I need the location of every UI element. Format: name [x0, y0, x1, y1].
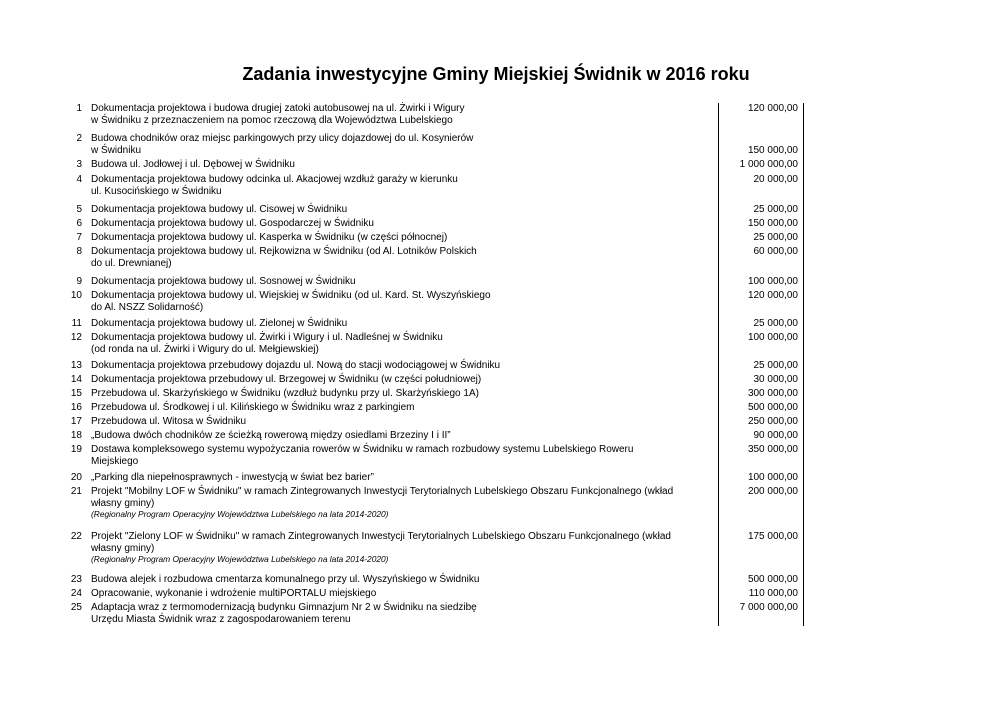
row-description — [91, 430, 716, 442]
row-description — [91, 574, 716, 586]
row-number: 13 — [70, 360, 82, 371]
row-amount: 500 000,00 — [747, 402, 798, 413]
row-number: 8 — [76, 246, 82, 257]
row-amount: 60 000,00 — [753, 246, 798, 257]
row-description — [91, 332, 716, 355]
row-description-text: Dokumentacja projektowa budowy ul. Rejkowizna w Świdniku (od Al. Lotników Polskich do ul. Drewnianej) — [91, 246, 477, 269]
row-description-text: Opracowanie, wykonanie i wdrożenie multiPORTALU miejskiego — [91, 588, 377, 599]
row-description-text: Projekt "Zielony LOF w Świdniku" w ramach Zintegrowanych Inwestycji Terytorialnych Lubelskiego Obszaru Funkcjonalnego (wkład własny gminy) — [91, 531, 671, 554]
row-description-text: Dokumentacja projektowa i budowa drugiej zatoki autobusowej na ul. Żwirki i Wigury w Świdniku z przeznaczeniem na pomoc rzeczową dla Województwa Lubelskiego — [91, 103, 465, 126]
row-description-text: Dokumentacja projektowa budowy ul. Kasperka w Świdniku (w części północnej) — [91, 232, 448, 243]
row-number: 6 — [76, 218, 82, 229]
row-description — [91, 402, 716, 414]
row-amount: 90 000,00 — [753, 430, 798, 441]
row-number: 21 — [70, 486, 82, 497]
row-description — [91, 159, 716, 171]
row-program-note: (Regionalny Program Operacyjny Województwa Lubelskiego na lata 2014-2020) — [91, 554, 389, 564]
row-number: 20 — [70, 472, 82, 483]
row-description — [91, 531, 716, 565]
row-description-text: Dostawa kompleksowego systemu wypożyczania rowerów w Świdniku w ramach rozbudowy systemu Lubelskiego Roweru Miejskiego — [91, 444, 634, 467]
row-amount: 25 000,00 — [753, 232, 798, 243]
row-description-text: Adaptacja wraz z termomodernizacją budynku Gimnazjum Nr 2 w Świdniku na siedzibę Urzędu Miasta Świdnik wraz z zagospodarowaniem terenu — [91, 602, 477, 625]
row-description — [91, 174, 716, 197]
row-amount: 100 000,00 — [747, 332, 798, 343]
row-description-text: Dokumentacja projektowa budowy ul. Gospodarczej w Świdniku — [91, 218, 374, 229]
row-number: 23 — [70, 574, 82, 585]
row-description — [91, 318, 716, 330]
page-title: Zadania inwestycyjne Gminy Miejskiej Świdnik w 2016 roku — [242, 64, 750, 84]
row-amount: 25 000,00 — [753, 318, 798, 329]
row-program-note: (Regionalny Program Operacyjny Województwa Lubelskiego na lata 2014-2020) — [91, 509, 389, 519]
row-amount: 500 000,00 — [747, 574, 798, 585]
row-amount: 20 000,00 — [753, 174, 798, 185]
row-number: 24 — [70, 588, 82, 599]
row-description-text: Przebudowa ul. Witosa w Świdniku — [91, 416, 247, 427]
row-number: 3 — [76, 159, 82, 170]
row-description — [91, 232, 716, 244]
row-description-text: „Budowa dwóch chodników ze ścieżką rowerową między osiedlami Brzeziny I i II” — [91, 430, 451, 441]
row-number: 4 — [76, 174, 82, 185]
row-amount: 150 000,00 — [747, 218, 798, 229]
row-number: 16 — [70, 402, 82, 413]
row-amount: 120 000,00 — [747, 290, 798, 301]
row-number: 10 — [70, 290, 82, 301]
row-number: 15 — [70, 388, 82, 399]
row-description — [91, 360, 716, 372]
row-amount: 175 000,00 — [747, 531, 798, 542]
row-description — [91, 103, 716, 126]
column-divider-left — [718, 103, 719, 626]
row-description — [91, 472, 716, 484]
row-number: 1 — [76, 103, 82, 114]
row-description-text: Projekt "Mobilny LOF w Świdniku" w ramach Zintegrowanych Inwestycji Terytorialnych Lubelskiego Obszaru Funkcjonalnego (wkład własny gminy) — [91, 486, 674, 509]
row-number: 22 — [70, 531, 82, 542]
row-description-text: Przebudowa ul. Środkowej i ul. Kilińskiego w Świdniku wraz z parkingiem — [91, 402, 415, 413]
row-number: 2 — [76, 133, 82, 144]
row-amount: 30 000,00 — [753, 374, 798, 385]
row-amount: 100 000,00 — [747, 472, 798, 483]
row-description-text: Dokumentacja projektowa przebudowy ul. Brzegowej w Świdniku (w części południowej) — [91, 374, 482, 385]
row-description-text: Dokumentacja projektowa budowy ul. Zielonej w Świdniku — [91, 318, 348, 329]
row-amount: 7 000 000,00 — [739, 602, 798, 613]
row-amount: 25 000,00 — [753, 204, 798, 215]
row-amount: 200 000,00 — [747, 486, 798, 497]
row-description — [91, 374, 716, 386]
row-number: 7 — [76, 232, 82, 243]
row-amount: 150 000,00 — [747, 145, 798, 156]
row-description-text: Dokumentacja projektowa budowy ul. Wiejskiej w Świdniku (od ul. Kard. St. Wyszyńskiego do Al. NSZZ Solidarność) — [91, 290, 491, 313]
row-description-text: Przebudowa ul. Skarżyńskiego w Świdniku (wzdłuż budynku przy ul. Skarżyńskiego 1A) — [91, 388, 479, 399]
row-description — [91, 218, 716, 230]
row-number: 9 — [76, 276, 82, 287]
row-description — [91, 276, 716, 288]
row-description-text: Budowa ul. Jodłowej i ul. Dębowej w Świdniku — [91, 159, 295, 170]
row-amount: 110 000,00 — [748, 588, 798, 599]
row-description — [91, 416, 716, 428]
row-description-text: Dokumentacja projektowa budowy ul. Cisowej w Świdniku — [91, 204, 348, 215]
row-description — [91, 246, 716, 269]
row-number: 5 — [76, 204, 82, 215]
row-description-text: Dokumentacja projektowa przebudowy dojazdu ul. Nową do stacji wodociągowej w Świdniku — [91, 360, 501, 371]
row-description-text: Dokumentacja projektowa budowy odcinka ul. Akacjowej wzdłuż garaży w kierunku ul. Kusocińskiego w Świdniku — [91, 174, 458, 197]
row-description-text: Budowa chodników oraz miejsc parkingowych przy ulicy dojazdowej do ul. Kosynierów w Świdniku — [91, 133, 474, 156]
column-divider-right — [803, 103, 804, 626]
row-amount: 25 000,00 — [753, 360, 798, 371]
row-description — [91, 388, 716, 400]
row-description — [91, 588, 716, 600]
row-number: 25 — [70, 602, 82, 613]
row-amount: 120 000,00 — [747, 103, 798, 114]
row-amount: 250 000,00 — [747, 416, 798, 427]
row-description — [91, 133, 716, 156]
row-description-text: Dokumentacja projektowa budowy ul. Sosnowej w Świdniku — [91, 276, 356, 287]
row-number: 12 — [70, 332, 82, 343]
row-amount: 1 000 000,00 — [739, 159, 798, 170]
row-amount: 100 000,00 — [747, 276, 798, 287]
row-amount: 350 000,00 — [747, 444, 798, 455]
row-description-text: Dokumentacja projektowa budowy ul. Żwirki i Wigury i ul. Nadleśnej w Świdniku (od ronda na ul. Żwirki i Wigury do ul. Mełgiewskiej) — [91, 332, 443, 355]
row-description — [91, 486, 716, 520]
row-description — [91, 204, 716, 216]
row-number: 11 — [71, 318, 82, 329]
row-amount: 300 000,00 — [747, 388, 798, 399]
row-number: 19 — [70, 444, 82, 455]
row-number: 14 — [70, 374, 82, 385]
row-number: 17 — [70, 416, 82, 427]
row-description — [91, 444, 716, 467]
row-description-text: „Parking dla niepełnosprawnych - inwestycją w świat bez barier” — [91, 472, 374, 483]
row-number: 18 — [70, 430, 82, 441]
row-description — [91, 602, 716, 625]
row-description-text: Budowa alejek i rozbudowa cmentarza komunalnego przy ul. Wyszyńskiego w Świdniku — [91, 574, 480, 585]
row-description — [91, 290, 716, 313]
